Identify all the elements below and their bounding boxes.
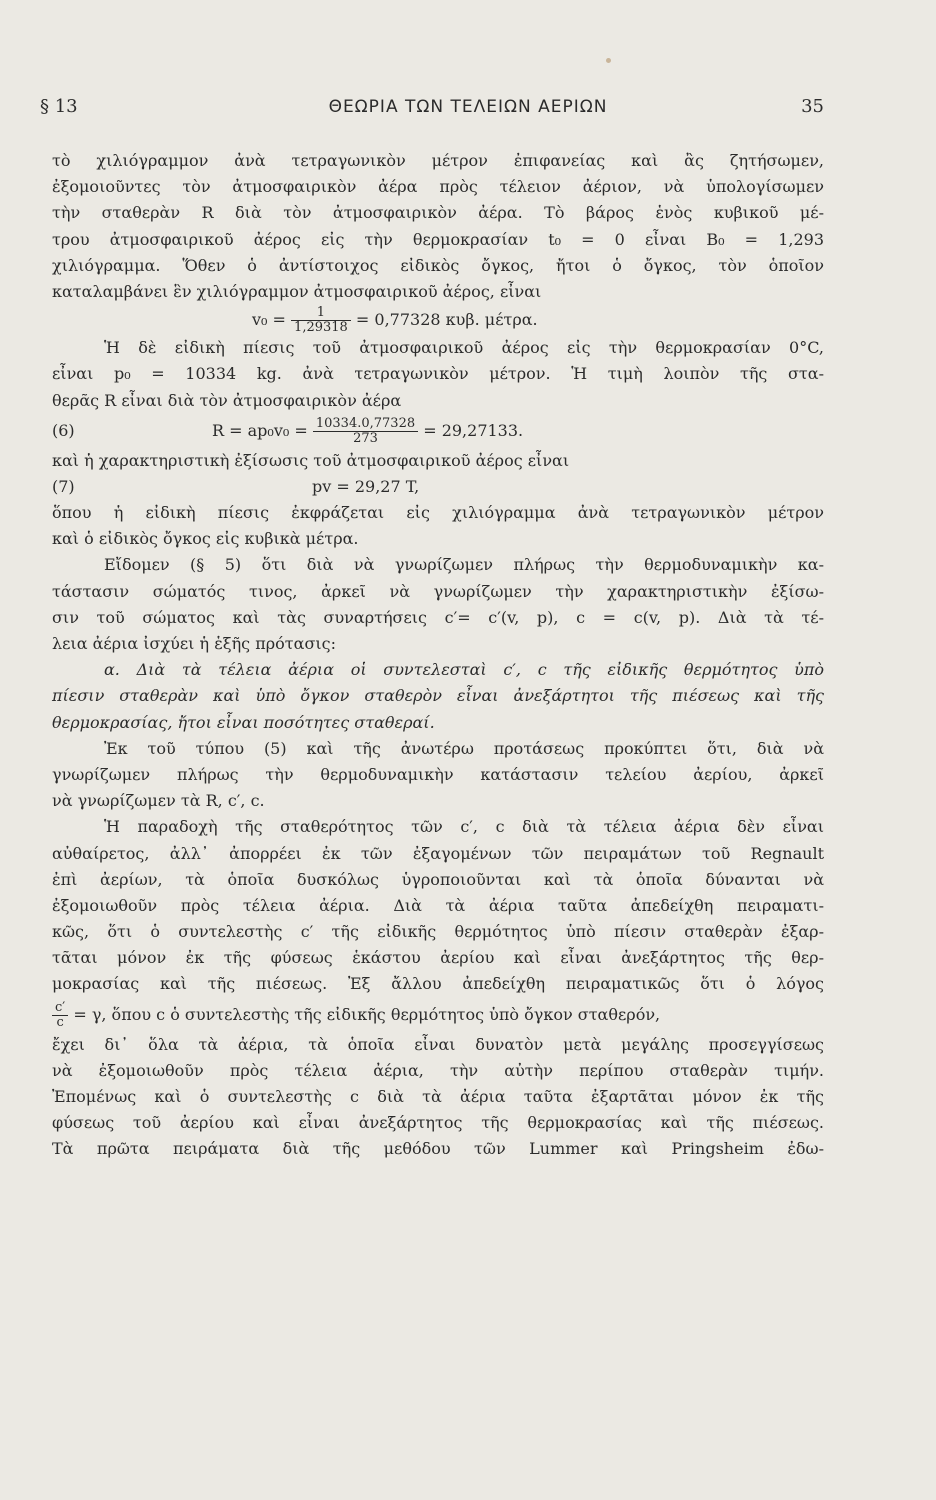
text-line: τὸ χιλιόγραμμον ἀνὰ τετραγωνικὸν μέτρον ἐπιφανείας καὶ ἂς ζητήσωμεν, [52, 151, 824, 170]
text-line: κῶς, ὅτι ὁ συντελεστὴς c′ τῆς εἰδικῆς θερμότητος ὑπὸ πίεσιν σταθερὰν ἐξαρ- [52, 922, 824, 942]
text-line: Ἐκ τοῦ τύπου (5) καὶ τῆς ἀνωτέρω προτάσεως προκύπτει ὅτι, διὰ νὰ [104, 738, 824, 758]
text-line: Ἡ δὲ εἰδικὴ πίεσις τοῦ ἀτμοσφαιρικοῦ ἀέρος εἰς τὴν θερμοκρασίαν 0°C, [104, 338, 824, 358]
equation-lhs: R = ap₀v₀ = [212, 420, 308, 440]
fraction [52, 1001, 68, 1030]
equation-label: (6) [52, 420, 75, 440]
ink-spot [606, 58, 611, 63]
text-line: καταλαμβάνει ἓν χιλιόγραμμον ἀτμοσφαιρικοῦ ἀέρος, εἶναι [52, 281, 542, 301]
text-line: νὰ γνωρίζωμεν τὰ R, c′, c. [52, 791, 265, 811]
equation-rhs: = 29,27133. [423, 420, 524, 440]
page-body [52, 148, 824, 1163]
fraction-denominator: 273 [353, 430, 378, 446]
proposition-line: α. Διὰ τὰ τέλεια ἀέρια οἱ συντελεσταὶ c′, c τῆς εἰδικῆς θερμότητος ὑπὸ [104, 660, 824, 680]
text-line: θερᾶς R εἶναι διὰ τὸν ἀτμοσφαιρικὸν ἀέρα [52, 390, 402, 410]
equation-v0 [52, 305, 824, 335]
text-line: καὶ ἡ χαρακτηριστικὴ ἐξίσωσις τοῦ ἀτμοσφαιρικοῦ ἀέρος εἶναι [52, 450, 570, 470]
text-line: σιν τοῦ σώματος καὶ τὰς συναρτήσεις c′= c′(v, p), c = c(v, p). Διὰ τὰ τέ- [52, 607, 824, 627]
proposition-line: πίεσιν σταθερὰν καὶ ὑπὸ ὄγκον σταθερὸν εἶναι ἀνεξάρτητοι τῆς πιέσεως καὶ τῆς [52, 686, 824, 706]
text-line: ὅπου ἡ εἰδικὴ πίεσις ἐκφράζεται εἰς χιλιόγραμμα ἀνὰ τετραγωνικὸν μέτρον [52, 503, 824, 523]
text-line: τρου ἀτμοσφαιρικοῦ ἀέρος εἰς τὴν θερμοκρασίαν t₀ = 0 εἶναι B₀ = 1,293 [52, 229, 824, 249]
text-line: τὴν σταθερὰν R διὰ τὸν ἀτμοσφαιρικὸν ἀέρα. Τὸ βάρος ἑνὸς κυβικοῦ μέ- [52, 203, 824, 223]
equation-expression: pv = 29,27 T, [312, 476, 420, 496]
text-line: τᾶται μόνον ἐκ τῆς φύσεως ἑκάστου ἀερίου καὶ εἶναι ἀνεξάρτητος τῆς θερ- [52, 948, 824, 968]
ratio-text: = γ, ὅπου c ὁ συντελεστὴς τῆς εἰδικῆς θερμότητος ὑπὸ ὄγκον σταθερόν, [73, 1004, 661, 1024]
text-line: ἐπὶ ἀερίων, τὰ ὁποῖα δυσκόλως ὑγροποιοῦνται καὶ τὰ ὁποῖα δύνανται νὰ [52, 869, 824, 889]
equation-6 [52, 414, 824, 448]
ratio-line [52, 998, 824, 1032]
text-line: ἔχει δι᾽ ὅλα τὰ ἀέρια, τὰ ὁποῖα εἶναι δυνατὸν μετὰ μεγάλης προσεγγίσεως [52, 1034, 824, 1054]
page-number: 35 [801, 96, 824, 117]
text-line: εἶναι p₀ = 10334 kg. ἀνὰ τετραγωνικὸν μέτρον. Ἡ τιμὴ λοιπὸν τῆς στα- [52, 364, 824, 384]
fraction-denominator: 1,29318 [294, 320, 348, 336]
text-line: Εἴδομεν (§ 5) ὅτι διὰ νὰ γνωρίζωμεν πλήρως τὴν θερμοδυναμικὴν κα- [104, 555, 824, 575]
text-line: ἐξομοιωθοῦν πρὸς τέλεια ἀέρια. Διὰ τὰ ἀέρια ταῦτα ἀπεδείχθη πειραματι- [52, 895, 824, 915]
fraction-numerator: c′ [52, 1001, 68, 1016]
text-line: τάστασιν σώματός τινος, ἀρκεῖ νὰ γνωρίζωμεν τὴν χαρακτηριστικὴν ἐξίσω- [52, 581, 824, 601]
section-number: § 13 [40, 96, 78, 117]
text-line: φύσεως τοῦ ἀερίου καὶ εἶναι ἀνεξάρτητος τῆς θερμοκρασίας καὶ τῆς πιέσεως. [52, 1113, 824, 1133]
text-line: ἐξομοιοῦντες τὸν ἀτμοσφαιρικὸν ἀέρα πρὸς τέλειον ἀέριον, νὰ ὑπολογίσωμεν [52, 177, 824, 197]
proposition-line: θερμοκρασίας, ἤτοι εἶναι ποσότητες σταθεραί. [52, 712, 435, 732]
fraction-denominator: c [56, 1014, 64, 1030]
chapter-title: ΘΕΩΡΙΑ ΤΩΝ ΤΕΛΕΙΩΝ ΑΕΡΙΩΝ [328, 97, 608, 117]
text-line: γνωρίζωμεν πλήρως τὴν θερμοδυναμικὴν κατάστασιν τελείου ἀερίου, ἀρκεῖ [52, 764, 824, 784]
text-line: Τὰ πρῶτα πειράματα διὰ τῆς μεθόδου τῶν Lummer καὶ Pringsheim ἐδω- [52, 1139, 824, 1159]
text-line: λεια ἀέρια ἰσχύει ἡ ἑξῆς πρότασις: [52, 634, 336, 653]
text-line: νὰ ἐξομοιωθοῦν πρὸς τέλεια ἀέρια, τὴν αὐτὴν περίπου σταθερὰν τιμήν. [52, 1060, 824, 1080]
equation-label: (7) [52, 476, 75, 496]
text-line: καὶ ὁ εἰδικὸς ὄγκος εἰς κυβικὰ μέτρα. [52, 529, 359, 549]
equation-7 [52, 474, 824, 500]
fraction-numerator: 1 [291, 306, 351, 321]
text-line: Ἐπομένως καὶ ὁ συντελεστὴς c διὰ τὰ ἀέρια ταῦτα ἐξαρτᾶται μόνον ἐκ τῆς [52, 1087, 824, 1106]
equation-lhs: v₀ = [252, 310, 286, 330]
running-header [0, 96, 936, 126]
fraction [291, 306, 351, 335]
text-line: μοκρασίας καὶ τῆς πιέσεως. Ἐξ ἄλλου ἀπεδείχθη πειραματικῶς ὅτι ὁ λόγος [52, 974, 824, 994]
text-line: αὐθαίρετος, ἀλλ᾽ ἀπορρέει ἐκ τῶν ἐξαγομένων τῶν πειραμάτων τοῦ Regnault [52, 843, 824, 863]
fraction [313, 417, 418, 446]
equation-rhs: = 0,77328 κυβ. μέτρα. [355, 310, 538, 330]
fraction-numerator: 10334.0,77328 [313, 417, 418, 432]
text-line: χιλιόγραμμα. Ὅθεν ὁ ἀντίστοιχος εἰδικὸς ὄγκος, ἤτοι ὁ ὄγκος, τὸν ὁποῖον [52, 255, 824, 275]
text-line: Ἡ παραδοχὴ τῆς σταθερότητος τῶν c′, c διὰ τὰ τέλεια ἀέρια δὲν εἶναι [104, 817, 824, 837]
